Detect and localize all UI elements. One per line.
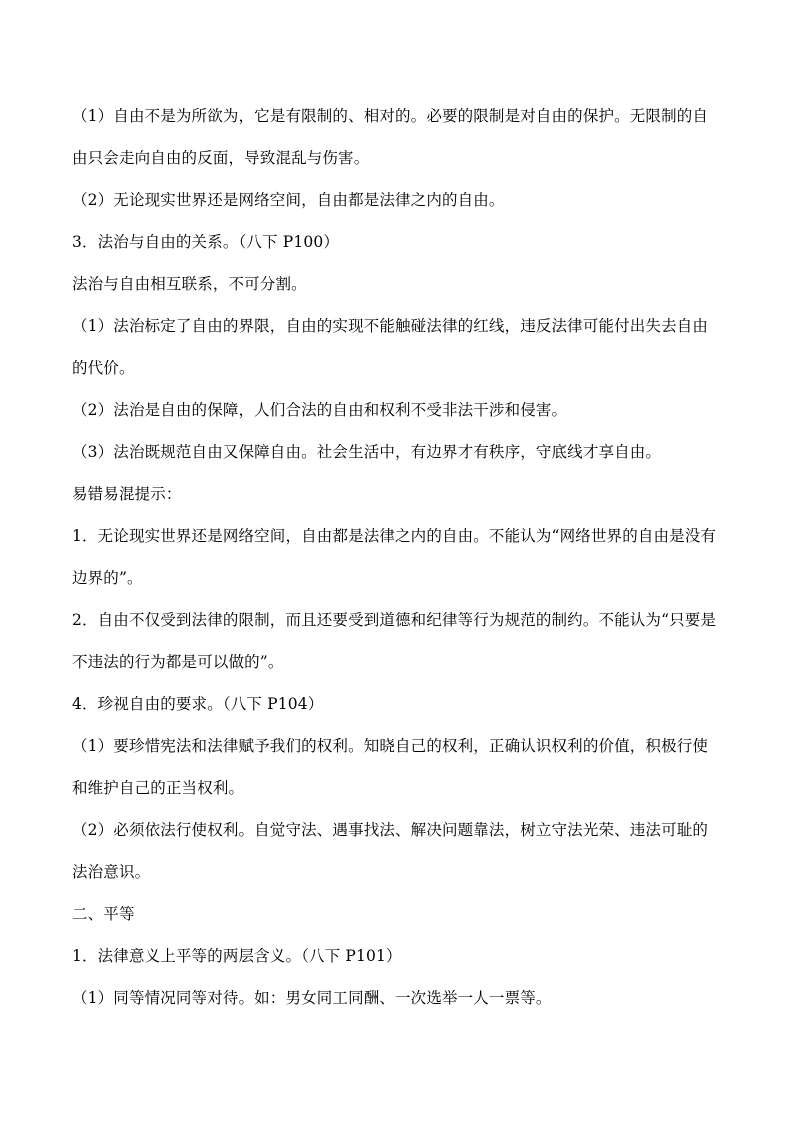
- text-line-19: 法治意识。: [72, 863, 151, 881]
- section-heading-1: 1．法律意义上平等的两层含义。（八下 P101）: [72, 947, 402, 965]
- text-line-14: 不违法的行为都是可以做的”。: [72, 653, 284, 671]
- text-line-18: （2）必须依法行使权利。自觉守法、遇事找法、解决问题靠法，树立守法光荣、违法可耻的: [72, 821, 709, 839]
- text-line-1: （1）自由不是为所欲为，它是有限制的、相对的。必要的限制是对自由的保护。无限制的自: [72, 107, 709, 125]
- text-line-7: 的代价。: [72, 359, 135, 377]
- text-line-17: 和维护自己的正当权利。: [72, 779, 245, 797]
- text-line-6: （1）法治标定了自由的界限，自由的实现不能触碰法律的红线，违反法律可能付出失去自由: [72, 317, 709, 335]
- text-line-13: 2．自由不仅受到法律的限制，而且还要受到道德和纪律等行为规范的制约。不能认为“只要是: [72, 611, 717, 629]
- section-heading-3: 3．法治与自由的关系。（八下 P100）: [72, 233, 340, 251]
- text-line-5: 法治与自由相互联系，不可分割。: [72, 275, 307, 293]
- text-line-3: （2）无论现实世界还是网络空间，自由都是法律之内的自由。: [72, 191, 505, 209]
- text-line-16: （1）要珍惜宪法和法律赋予我们的权利。知晓自己的权利，正确认识权利的价值，积极行使: [72, 737, 709, 755]
- text-line-22: （1）同等情况同等对待。如：男女同工同酬、一次选举一人一票等。: [72, 989, 552, 1007]
- tips-heading: 易错易混提示：: [72, 485, 182, 503]
- chapter-heading-equality: 二、平等: [72, 905, 135, 923]
- text-line-9: （3）法治既规范自由又保障自由。社会生活中，有边界才有秩序，守底线才享自由。: [72, 443, 662, 461]
- text-line-11: 1．无论现实世界还是网络空间，自由都是法律之内的自由。不能认为“网络世界的自由是没有: [72, 527, 717, 545]
- text-line-12: 边界的”。: [72, 569, 143, 587]
- text-line-2: 由只会走向自由的反面，导致混乱与伤害。: [72, 149, 370, 167]
- text-line-8: （2）法治是自由的保障，人们合法的自由和权利不受非法干涉和侵害。: [72, 401, 568, 419]
- section-heading-4: 4．珍视自由的要求。（八下 P104）: [72, 695, 324, 713]
